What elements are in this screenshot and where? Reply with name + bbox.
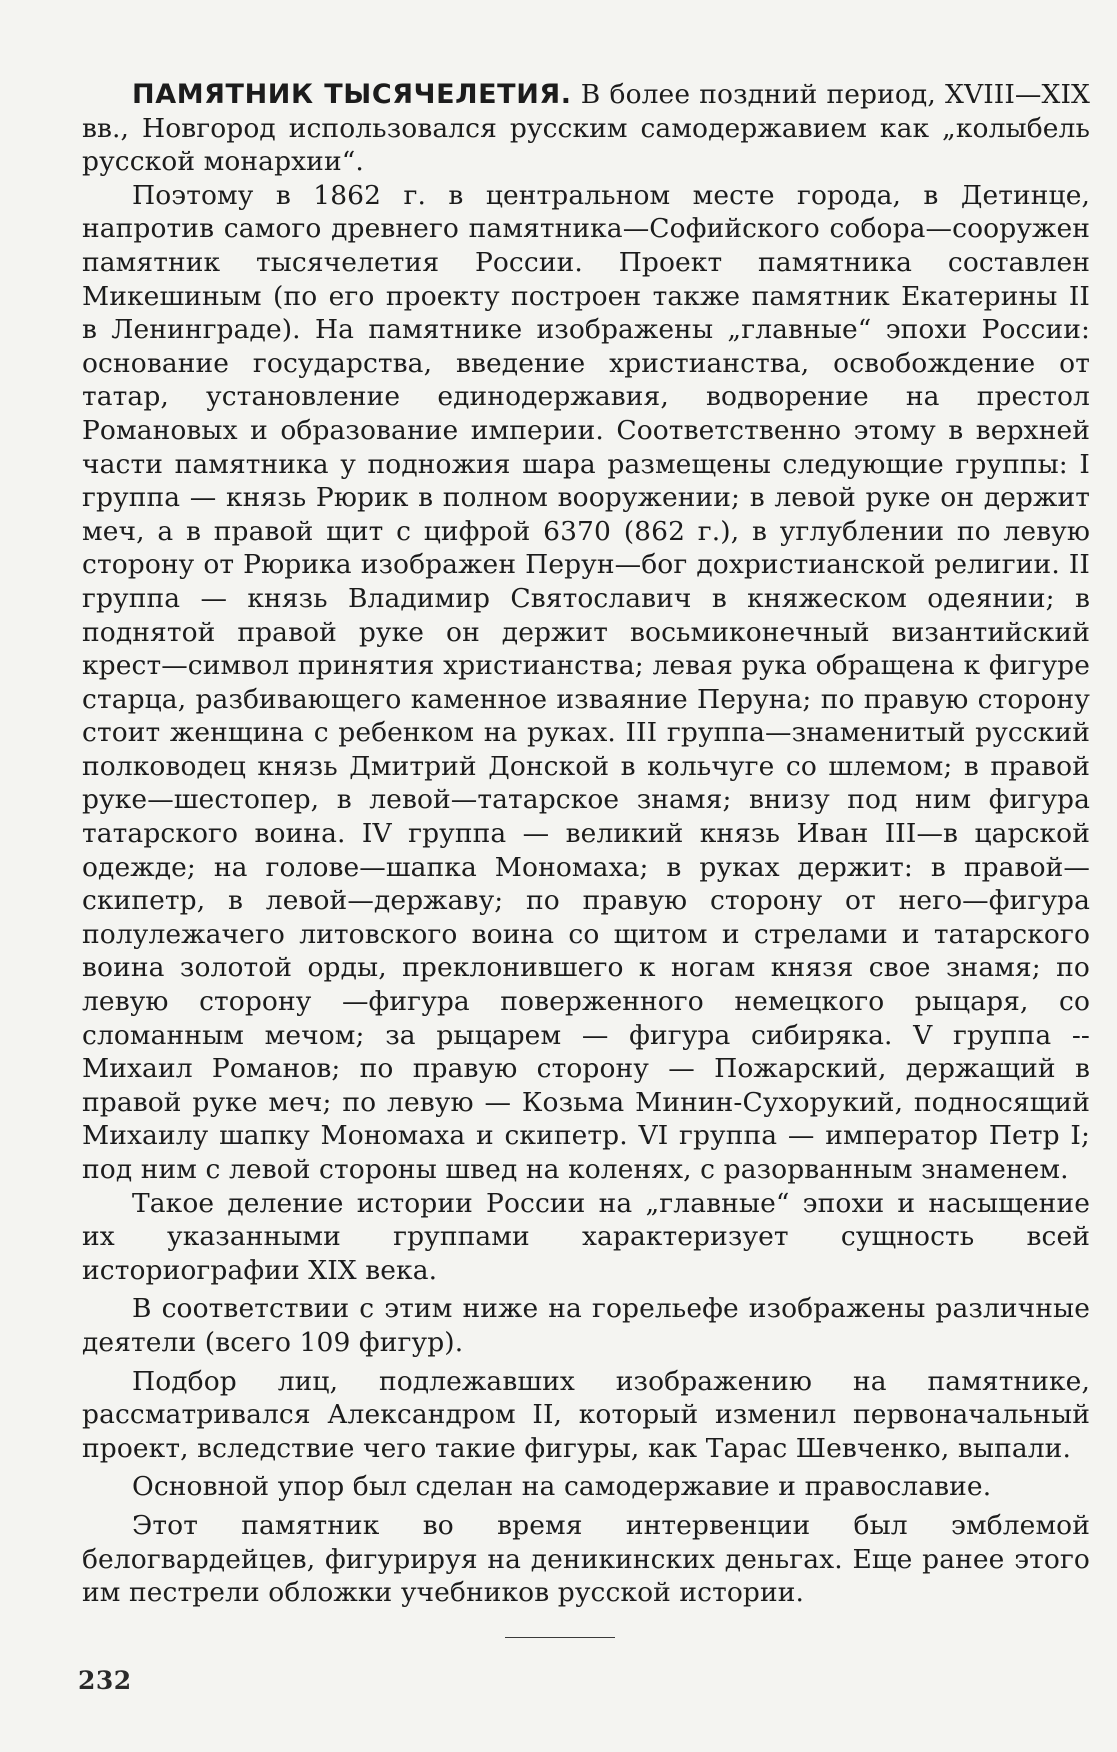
paragraph-intervention: Этот памятник во время интервенции был эмблемой белогвардейцев, фигурируя на деникинских деньгах. Еще ранее этого им пестрели обложки учебников русской истории. bbox=[82, 1509, 1090, 1609]
paragraph-high-relief: В соответствии с этим ниже на горельефе изображены различные деятели (всего 109 фигур). bbox=[82, 1293, 1090, 1358]
paragraph-text: В более поздний период, XVIII—XIX вв., Новгород использовался русским самодержавием как „колыбель русской монархии“. bbox=[82, 79, 1091, 178]
paragraph-emphasis: Основной упор был сделан на самодержавие и православие. bbox=[132, 1471, 992, 1503]
paragraph-historiography: Такое деление истории России на „главные“ эпохи и насыщение их указанными группами характеризует сущность всей историографии XIX века. bbox=[82, 1187, 1090, 1286]
page-number: 232 bbox=[78, 1666, 132, 1695]
section-heading: ПАМЯТНИК ТЫСЯЧЕЛЕТИЯ. bbox=[132, 79, 572, 110]
paragraph-intro bbox=[82, 78, 1090, 179]
section-divider bbox=[505, 1637, 615, 1638]
article-body bbox=[82, 78, 1090, 1610]
paragraph-selection: Подбор лиц, подлежавших изображению на памятнике, рассматривался Александром II, который изменил первоначальный проект, вследствие чего такие фигуры, как Тарас Шевченко, выпали. bbox=[82, 1365, 1090, 1464]
paragraph-monument-description: Поэтому в 1862 г. в центральном месте города, в Детинце, напротив самого древнего памятника—Софийского собора—сооружен памятник тысячелетия России. Проект памятника составлен Микешиным (по его проекту построен также памятник Екатерины II в Ленинграде). На памятнике изображены „главные“ эпохи России: основание государства, введение христианства, освобождение от татар, установление единодержавия, водворение на престол Романовых и образование империи. Соответственно этому в верхней части памятника у подножия шара размещены следующие группы: I группа — князь Рюрик в полном вооружении; в левой руке он держит меч, а в правой щит с цифрой 6370 (862 г.), в углублении по левую сторону от Рюрика изображен Перун—бог дохристианской религии. II группа — князь Владимир Святославич в княжеском одеянии; в поднятой правой руке он держит восьмиконечный византийский крест—символ принятия христианства; левая рука обращена к фигуре старца, разбивающего каменное изваяние Перуна; по правую сторону стоит женщина с ребенком на руках. III группа—знаменитый русский полководец князь Дмитрий Донской в кольчуге со шлемом; в правой руке—шестопер, в левой—татарское знамя; внизу под ним фигура татарского воина. IV группа — великий князь Иван III—в царской одежде; на голове—шапка Мономаха; в руках держит: в правой—скипетр, в левой—державу; по правую сторону от него—фигура полулежачего литовского воина со щитом и стрелами и татарского воина золотой орды, преклонившего к ногам князя свое знамя; по левую сторону —фигура поверженного немецкого рыцаря, со сломанным мечом; за рыцарем — фигура сибиряка. V группа --Михаил Романов; по правую сторону — Пожарский, держащий в правой руке меч; по левую — Козьма Минин-Сухорукий, подносящий Михаилу шапку Мономаха и скипетр. VI группа — император Петр I; под ним с левой стороны швед на коленях, с разорванным знаменем. bbox=[82, 179, 1090, 1185]
